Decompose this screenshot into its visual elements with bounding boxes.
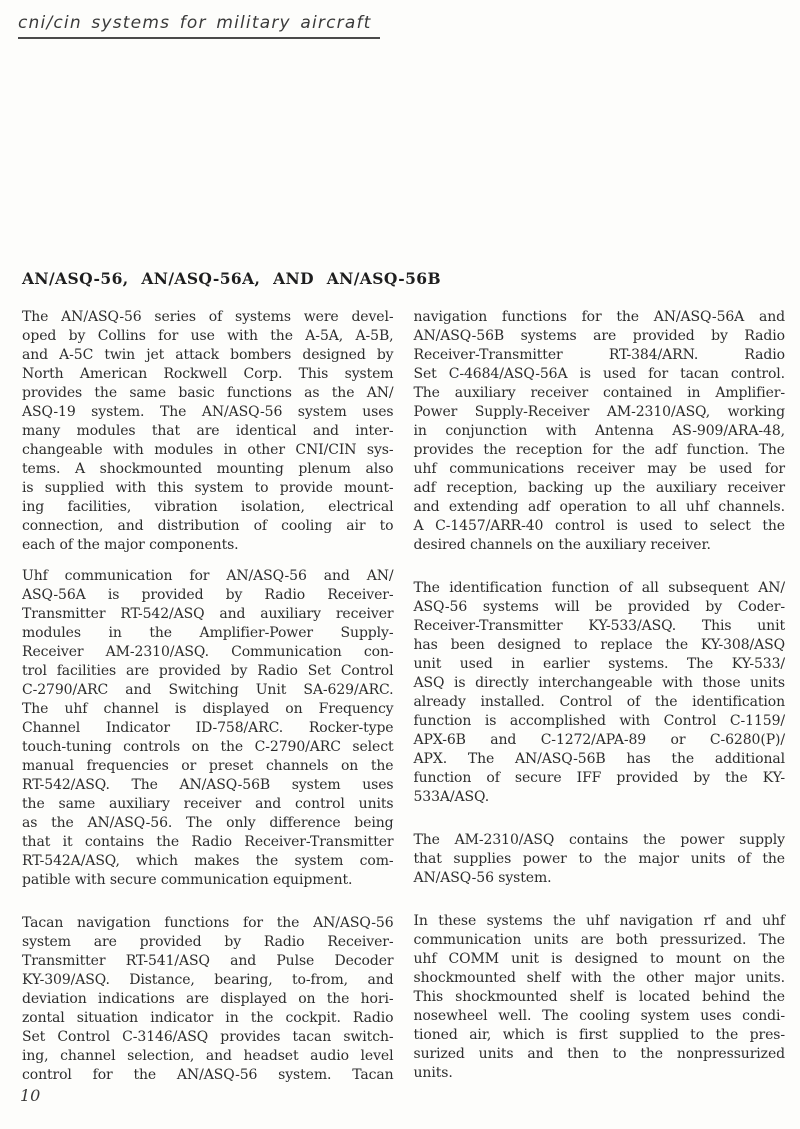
- text-columns: [22, 308, 785, 1109]
- text-line: has been designed to replace the KY-308/ASQ: [413, 637, 785, 653]
- text-line: RT-542/ASQ. The AN/ASQ-56B system uses: [22, 777, 394, 793]
- text-line: touch-tuning controls on the C-2790/ARC select: [22, 739, 394, 755]
- text-line: communication units are both pressurized. The: [413, 932, 785, 948]
- text-line: Power Supply-Receiver AM-2310/ASQ, working: [413, 404, 785, 420]
- text-line: connection, and distribution of cooling air to: [22, 518, 394, 534]
- text-line: In these systems the uhf navigation rf and uhf: [413, 913, 785, 929]
- text-line: provides the reception for the adf function. The: [413, 442, 785, 458]
- text-line: APX. The AN/ASQ-56B has the additional: [413, 751, 785, 767]
- text-line: The auxiliary receiver contained in Amplifier-: [413, 385, 785, 401]
- text-line: the same auxiliary receiver and control units: [22, 796, 394, 812]
- text-line: This shockmounted shelf is located behind the: [413, 989, 785, 1005]
- text-line: North American Rockwell Corp. This system: [22, 366, 394, 382]
- paragraph: [414, 912, 786, 1083]
- text-line: manual frequencies or preset channels on the: [22, 758, 394, 774]
- column-right: [414, 308, 786, 1109]
- text-line: each of the major components.: [22, 537, 239, 553]
- text-line: function is accomplished with Control C-1159/: [413, 713, 785, 729]
- text-line: uhf communications receiver may be used for: [413, 461, 785, 477]
- text-line: units.: [413, 1065, 453, 1081]
- text-line: oped by Collins for use with the A-5A, A-5B,: [22, 328, 394, 344]
- text-line: APX-6B and C-1272/APA-89 or C-6280(P)/: [413, 732, 785, 748]
- text-line: The AM-2310/ASQ contains the power supply: [413, 832, 785, 848]
- text-line: trol facilities are provided by Radio Set Control: [22, 663, 394, 679]
- text-line: ing facilities, vibration isolation, electrical: [22, 499, 394, 515]
- text-line: Transmitter RT-541/ASQ and Pulse Decoder: [22, 953, 394, 969]
- text-line: AN/ASQ-56 system.: [413, 870, 552, 886]
- text-line: that it contains the Radio Receiver-Transmitter: [22, 834, 394, 850]
- text-line: and A-5C twin jet attack bombers designed by: [22, 347, 394, 363]
- text-line: ASQ-19 system. The AN/ASQ-56 system uses: [22, 404, 394, 420]
- text-line: RT-542A/ASQ, which makes the system com-: [22, 853, 394, 869]
- text-line: ASQ-56A is provided by Radio Receiver-: [22, 587, 394, 603]
- column-left: [22, 308, 394, 1109]
- text-line: is supplied with this system to provide mount-: [22, 480, 394, 496]
- text-line: ASQ-56 systems will be provided by Coder-: [413, 599, 785, 615]
- text-line: Channel Indicator ID-758/ARC. Rocker-type: [22, 720, 394, 736]
- text-line: navigation functions for the AN/ASQ-56A and: [413, 309, 785, 325]
- text-line: that supplies power to the major units of the: [413, 851, 785, 867]
- text-line: Uhf communication for AN/ASQ-56 and AN/: [22, 568, 394, 584]
- text-line: KY-309/ASQ. Distance, bearing, to-from, and: [22, 972, 394, 988]
- text-line: provides the same basic functions as the AN/: [22, 385, 394, 401]
- text-line: modules in the Amplifier-Power Supply-: [22, 625, 394, 641]
- text-line: adf reception, backing up the auxiliary receiver: [413, 480, 785, 496]
- text-line: ing, channel selection, and headset audio level: [22, 1048, 394, 1064]
- text-line: Tacan navigation functions for the AN/ASQ-56: [22, 915, 394, 931]
- text-line: A C-1457/ARR-40 control is used to select the: [413, 518, 785, 534]
- text-line: already installed. Control of the identification: [413, 694, 785, 710]
- section-heading: AN/ASQ-56, AN/ASQ-56A, AND AN/ASQ-56B: [22, 269, 441, 288]
- text-line: control for the AN/ASQ-56 system. Tacan: [22, 1067, 394, 1083]
- text-line: tioned air, which is first supplied to the pres-: [413, 1027, 785, 1043]
- text-line: tems. A shockmounted mounting plenum also: [22, 461, 394, 477]
- text-line: C-2790/ARC and Switching Unit SA-629/ARC.: [22, 682, 394, 698]
- text-line: deviation indications are displayed on the hori-: [22, 991, 394, 1007]
- paragraph: [414, 579, 786, 807]
- text-line: desired channels on the auxiliary receiver.: [413, 537, 711, 553]
- text-line: surized units and then to the nonpressurized: [413, 1046, 785, 1062]
- text-line: changeable with modules in other CNI/CIN sys-: [22, 442, 394, 458]
- text-line: Receiver-Transmitter RT-384/ARN. Radio: [413, 347, 785, 363]
- text-line: Receiver AM-2310/ASQ. Communication con-: [22, 644, 394, 660]
- text-line: 533A/ASQ.: [413, 789, 490, 805]
- paragraph: [22, 308, 394, 555]
- text-line: ASQ is directly interchangeable with those units: [413, 675, 785, 691]
- text-line: nosewheel well. The cooling system uses condi-: [413, 1008, 785, 1024]
- text-line: uhf COMM unit is designed to mount on the: [413, 951, 785, 967]
- text-line: patible with secure communication equipment.: [22, 872, 353, 888]
- text-line: The uhf channel is displayed on Frequency: [22, 701, 394, 717]
- paragraph: [414, 308, 786, 555]
- running-header: [18, 13, 380, 39]
- text-line: many modules that are identical and inter-: [22, 423, 394, 439]
- text-line: Set C-4684/ASQ-56A is used for tacan control.: [413, 366, 785, 382]
- text-line: The identification function of all subsequent AN/: [413, 580, 785, 596]
- text-line: zontal situation indicator in the cockpit. Radio: [22, 1010, 394, 1026]
- paragraph: [22, 567, 394, 890]
- text-line: function of secure IFF provided by the KY-: [413, 770, 785, 786]
- text-line: system are provided by Radio Receiver-: [22, 934, 394, 950]
- text-line: The AN/ASQ-56 series of systems were devel-: [22, 309, 394, 325]
- paragraph: [414, 831, 786, 888]
- paragraph: [22, 914, 394, 1085]
- text-line: shockmounted shelf with the other major units.: [413, 970, 785, 986]
- text-line: Receiver-Transmitter KY-533/ASQ. This unit: [413, 618, 785, 634]
- running-header-text: cni/cin systems for military aircraft: [18, 13, 380, 39]
- text-line: Set Control C-3146/ASQ provides tacan switch-: [22, 1029, 394, 1045]
- text-line: AN/ASQ-56B systems are provided by Radio: [413, 328, 785, 344]
- page-number: 10: [20, 1086, 41, 1105]
- text-line: and extending adf operation to all uhf channels.: [413, 499, 785, 515]
- text-line: in conjunction with Antenna AS-909/ARA-48,: [413, 423, 785, 439]
- text-line: Transmitter RT-542/ASQ and auxiliary receiver: [22, 606, 394, 622]
- text-line: unit used in earlier systems. The KY-533/: [413, 656, 785, 672]
- text-line: as the AN/ASQ-56. The only difference being: [22, 815, 394, 831]
